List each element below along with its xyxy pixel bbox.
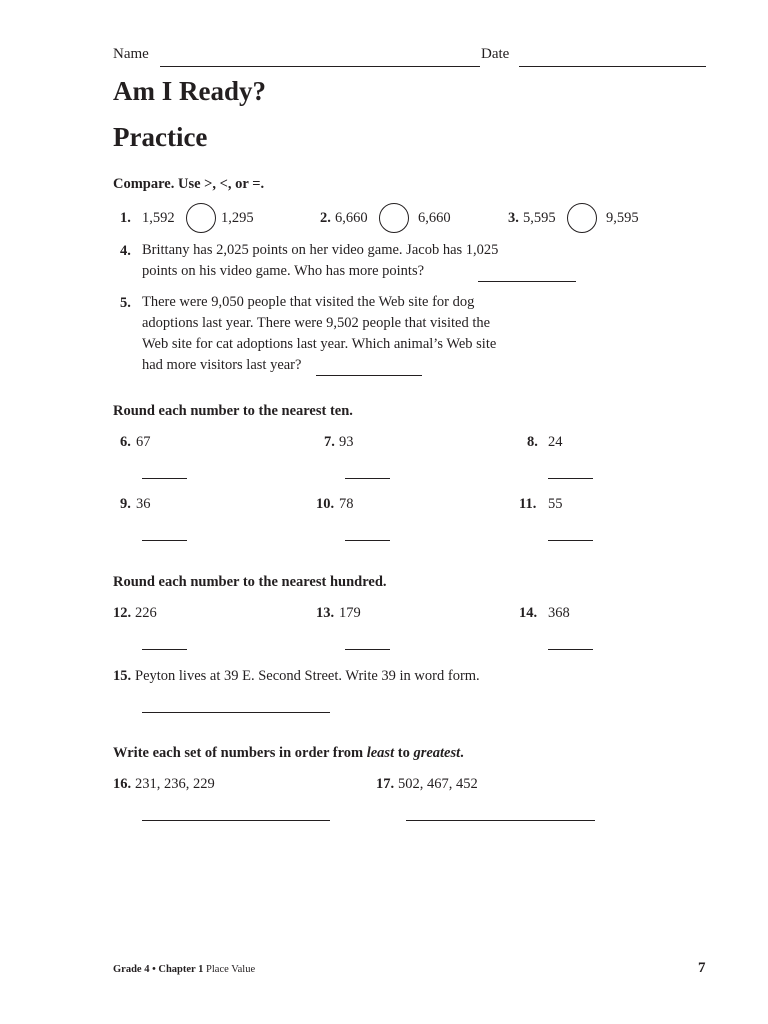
footer-topic: Place Value: [206, 964, 256, 975]
q16-answer-line[interactable]: [142, 820, 330, 821]
name-field[interactable]: [160, 66, 480, 67]
name-label: Name: [113, 46, 149, 62]
q5-line-4: had more visitors last year?: [142, 357, 302, 373]
q2-number: 2.: [320, 210, 331, 226]
q15-number: 15.: [113, 668, 132, 684]
q8-value: 24: [548, 434, 563, 450]
q16-value: 231, 236, 229: [135, 776, 215, 792]
footer-label: [113, 964, 255, 975]
q6-value: 67: [136, 434, 151, 450]
q15-text: Peyton lives at 39 E. Second Street. Write 39 in word form.: [135, 668, 480, 684]
order-instruction-end: .: [460, 745, 464, 761]
q1-right: 1,295: [221, 210, 254, 226]
date-field[interactable]: [519, 66, 706, 67]
order-instruction-pre: Write each set of numbers in order from: [113, 745, 367, 761]
q4-text: [142, 240, 498, 282]
q7-value: 93: [339, 434, 354, 450]
q9-number: 9.: [120, 496, 131, 512]
q5-line-3: Web site for cat adoptions last year. Which animal’s Web site: [142, 336, 497, 352]
q8-answer-line[interactable]: [548, 478, 593, 479]
q17-value: 502, 467, 452: [398, 776, 478, 792]
page-number: 7: [698, 960, 706, 976]
q3-compare-circle[interactable]: [567, 203, 597, 233]
q7-number: 7.: [324, 434, 335, 450]
q1-left: 1,592: [142, 210, 175, 226]
q5-line-2: adoptions last year. There were 9,502 people that visited the: [142, 315, 491, 331]
q13-answer-line[interactable]: [345, 649, 390, 650]
q2-right: 6,660: [418, 210, 451, 226]
date-label: Date: [481, 46, 510, 62]
q10-number: 10.: [316, 496, 335, 512]
q11-value: 55: [548, 496, 563, 512]
order-least: least: [366, 745, 395, 761]
q10-answer-line[interactable]: [345, 540, 390, 541]
q14-value: 368: [548, 605, 570, 621]
q5-number: 5.: [120, 295, 131, 311]
q17-answer-line[interactable]: [406, 820, 595, 821]
q11-number: 11.: [519, 496, 537, 512]
round-hundred-instruction: Round each number to the nearest hundred.: [113, 574, 387, 590]
q1-number: 1.: [120, 210, 131, 226]
page-title: Am I Ready?: [113, 76, 266, 106]
q5-line-1: There were 9,050 people that visited the Web site for dog: [142, 294, 475, 310]
q2-compare-circle[interactable]: [379, 203, 409, 233]
q4-line-1: Brittany has 2,025 points on her video game. Jacob has 1,025: [142, 242, 499, 258]
q14-number: 14.: [519, 605, 538, 621]
footer-grade: Grade 4 • Chapter 1: [113, 964, 204, 975]
q5-answer-line[interactable]: [316, 375, 422, 376]
q6-number: 6.: [120, 434, 131, 450]
round-ten-instruction: Round each number to the nearest ten.: [113, 403, 353, 419]
q13-number: 13.: [316, 605, 335, 621]
q1-compare-circle[interactable]: [186, 203, 216, 233]
q4-line-2: points on his video game. Who has more points?: [142, 263, 425, 279]
q8-number: 8.: [527, 434, 538, 450]
q9-value: 36: [136, 496, 151, 512]
q5-text: [142, 292, 496, 376]
q9-answer-line[interactable]: [142, 540, 187, 541]
order-instruction: [113, 745, 464, 762]
q17-number: 17.: [376, 776, 395, 792]
q12-value: 226: [135, 605, 157, 621]
q3-left: 5,595: [523, 210, 556, 226]
page-subtitle: Practice: [113, 122, 208, 152]
q2-left: 6,660: [335, 210, 368, 226]
q12-answer-line[interactable]: [142, 649, 187, 650]
q12-number: 12.: [113, 605, 132, 621]
order-instruction-mid: to: [394, 745, 414, 761]
q15-answer-line[interactable]: [142, 712, 330, 713]
q11-answer-line[interactable]: [548, 540, 593, 541]
q7-answer-line[interactable]: [345, 478, 390, 479]
q10-value: 78: [339, 496, 354, 512]
order-greatest: greatest: [413, 745, 461, 761]
q4-number: 4.: [120, 243, 131, 259]
q6-answer-line[interactable]: [142, 478, 187, 479]
q13-value: 179: [339, 605, 361, 621]
q14-answer-line[interactable]: [548, 649, 593, 650]
compare-instruction: Compare. Use >, <, or =.: [113, 176, 265, 192]
q3-number: 3.: [508, 210, 519, 226]
q4-answer-line[interactable]: [478, 281, 576, 282]
q16-number: 16.: [113, 776, 132, 792]
q3-right: 9,595: [606, 210, 639, 226]
